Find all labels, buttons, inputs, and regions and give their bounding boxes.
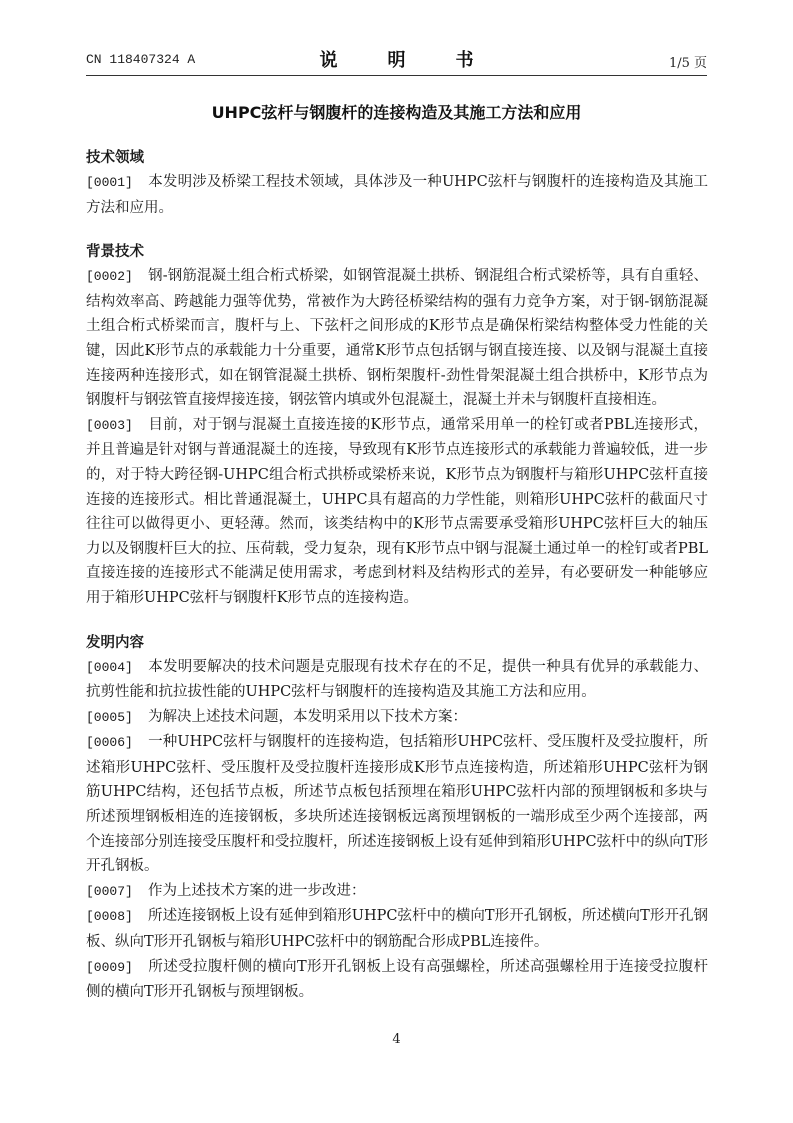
- paragraph: [86, 170, 708, 220]
- document-title: UHPC弦杆与钢腹杆的连接构造及其施工方法和应用: [211, 103, 582, 122]
- document-body: [86, 146, 708, 1005]
- paragraph-text: 作为上述技术方案的进一步改进：: [148, 882, 366, 899]
- document-type: 说 明 书: [319, 50, 490, 71]
- publication-number: CN 118407324 A: [86, 52, 196, 67]
- paragraph-text: 所述受拉腹杆侧的横向T形开孔钢板上设有高强螺栓，所述高强螺栓用于连接受拉腹杆侧的横向T形开孔钢板与预埋钢板。: [86, 958, 708, 1001]
- paragraph-number: [0004]: [86, 659, 133, 675]
- paragraph-number: [0001]: [86, 175, 133, 190]
- paragraph-number: [0006]: [86, 735, 133, 751]
- paragraph-text: 为解决上述技术问题，本发明采用以下技术方案：: [148, 708, 467, 725]
- section-heading-technical-field: 技术领域: [86, 150, 144, 166]
- paragraph-number: [0009]: [86, 959, 133, 975]
- paragraph-text: 本发明要解决的技术问题是克服现有技术存在的不足，提供一种具有优异的承载能力、抗剪性能和抗拉拔性能的UHPC弦杆与钢腹杆的连接构造及其施工方法和应用。: [86, 658, 708, 701]
- paragraph-number: [0005]: [86, 709, 133, 725]
- paragraph: [86, 655, 708, 705]
- paragraph-number: [0007]: [86, 883, 133, 899]
- paragraph-text: 钢-钢筋混凝土组合桁式桥梁，如钢管混凝土拱桥、钢混组合桁式梁桥等，具有自重轻、结构效率高、跨越能力强等优势，常被作为大跨径桥梁结构的强有力竞争方案，对于钢-钢筋混凝土组合桁式桥梁而言，腹杆与上、下弦杆之间形成的K形节点是确保桁梁结构整体受力性能的关键，因此K形节点的承载能力十分重要，通常K形节点包括钢与钢直接连接、以及钢与混凝土直接连接两种连接形式，如在钢管混凝土拱桥、钢桁架腹杆-劲性骨架混凝土组合拱桥中，K形节点为钢腹杆与钢弦管直接焊接连接，钢弦管内填或外包混凝土，混凝土并未与钢腹杆直接相连。: [86, 268, 708, 409]
- section-heading-background: 背景技术: [86, 244, 144, 261]
- paragraph-number: [0008]: [86, 909, 133, 925]
- paragraph: [86, 879, 708, 905]
- page-number: 4: [392, 1032, 401, 1047]
- paragraph-text: 一种UHPC弦杆与钢腹杆的连接构造，包括箱形UHPC弦杆、受压腹杆及受拉腹杆，所述箱形UHPC弦杆、受压腹杆及受拉腹杆连接形成K形节点连接构造，所述箱形UHPC弦杆为钢筋UHPC结构，还包括节点板，所述节点板包括预埋在箱形UHPC弦杆内部的预埋钢板和多块与所述预埋钢板相连的连接钢板，多块所述连接钢板远离预埋钢板的一端形成至少两个连接部，两个连接部分别连接受压腹杆和受拉腹杆，所述连接钢板上设有延伸到箱形UHPC弦杆中的纵向T形开孔钢板。: [86, 734, 708, 875]
- paragraph: [86, 904, 708, 954]
- paragraph: [86, 413, 708, 611]
- header-divider: [86, 75, 707, 76]
- paragraph-number: [0002]: [86, 269, 133, 285]
- paragraph: [86, 955, 708, 1005]
- paragraph: [86, 264, 708, 413]
- page-header: [86, 44, 707, 74]
- paragraph: [86, 730, 708, 879]
- paragraph-text: 本发明涉及桥梁工程技术领域，具体涉及一种UHPC弦杆与钢腹杆的连接构造及其施工方法和应用。: [86, 174, 708, 216]
- paragraph: [86, 705, 708, 731]
- paragraph-text: 目前，对于钢与混凝土直接连接的K形节点，通常采用单一的栓钉或者PBL连接形式，并且普遍是针对钢与普通混凝土的连接，导致现有K形节点连接形式的承载能力普遍较低，进一步的，对于特大跨径钢-UHPC组合桁式拱桥或梁桥来说，K形节点为钢腹杆与箱形UHPC弦杆直接连接的连接形式。相比普通混凝土，UHPC具有超高的力学性能，则箱形UHPC弦杆的截面尺寸往往可以做得更小、更轻薄。然而，该类结构中的K形节点需要承受箱形UHPC弦杆巨大的轴压力以及钢腹杆巨大的拉、压荷载，受力复杂，现有K形节点中钢与混凝土通过单一的栓钉或者PBL直接连接的连接形式不能满足使用需求，考虑到材料及结构形式的差异，有必要研发一种能够应用于箱形UHPC弦杆与钢腹杆K形节点的连接构造。: [86, 416, 708, 606]
- paragraph-number: [0003]: [86, 417, 133, 433]
- page-info: 1/5 页: [668, 56, 707, 71]
- section-heading-invention: 发明内容: [86, 634, 144, 651]
- paragraph-text: 所述连接钢板上设有延伸到箱形UHPC弦杆中的横向T形开孔钢板，所述横向T形开孔钢板、纵向T形开孔钢板与箱形UHPC弦杆中的钢筋配合形成PBL连接件。: [86, 908, 708, 951]
